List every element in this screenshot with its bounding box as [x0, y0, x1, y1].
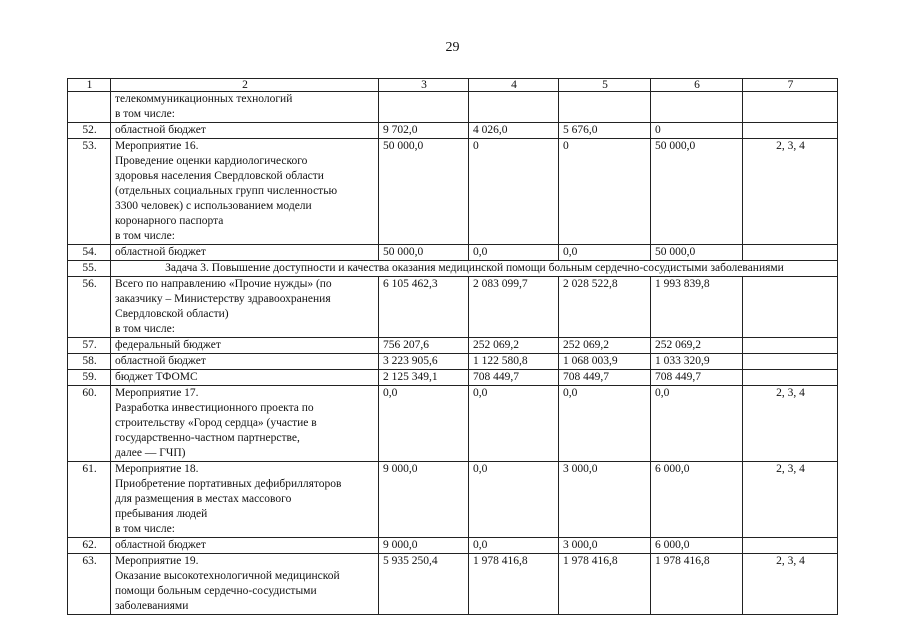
description-line: бюджет ТФОМС: [115, 371, 198, 383]
amount-cell: 5 676,0: [559, 123, 651, 139]
amount-cell: 0: [469, 139, 559, 245]
amount-cell: 50 000,0: [651, 245, 743, 261]
target-indicators-cell: 2, 3, 4: [743, 462, 838, 538]
target-indicators-cell: [743, 354, 838, 370]
amount-cell: 0,0: [469, 386, 559, 462]
table-row: [68, 462, 838, 538]
target-indicators-cell: [743, 370, 838, 386]
amount-cell: 3 000,0: [559, 462, 651, 538]
amount-cell: [559, 92, 651, 123]
description-line: Проведение оценки кардиологического: [115, 155, 308, 167]
task-row: [68, 261, 838, 277]
target-indicators-cell: [743, 338, 838, 354]
amount-cell: 1 993 839,8: [651, 277, 743, 338]
description-line: здоровья населения Свердловской области: [115, 170, 324, 182]
amount-cell: 1 122 580,8: [469, 354, 559, 370]
column-header: 6: [651, 79, 743, 92]
row-description: [111, 123, 379, 139]
target-indicators-cell: 2, 3, 4: [743, 386, 838, 462]
row-description: [111, 245, 379, 261]
amount-cell: 0,0: [469, 245, 559, 261]
amount-cell: 0: [559, 139, 651, 245]
target-indicators-cell: [743, 538, 838, 554]
row-number: 58.: [68, 354, 111, 370]
amount-cell: 50 000,0: [379, 139, 469, 245]
description-line: далее — ГЧП): [115, 447, 186, 459]
amount-cell: [379, 92, 469, 123]
description-line: коронарного паспорта: [115, 215, 224, 227]
amount-cell: 50 000,0: [651, 139, 743, 245]
row-description: [111, 354, 379, 370]
amount-cell: 252 069,2: [469, 338, 559, 354]
row-description: [111, 386, 379, 462]
amount-cell: 2 125 349,1: [379, 370, 469, 386]
amount-cell: 0,0: [651, 386, 743, 462]
description-line: областной бюджет: [115, 246, 206, 258]
task-heading: Задача 3. Повышение доступности и качества оказания медицинской помощи больным сердечно-сосудистыми заболеваниями: [111, 261, 838, 277]
amount-cell: 1 978 416,8: [469, 554, 559, 615]
description-line: в том числе:: [115, 230, 175, 242]
description-line: областной бюджет: [115, 355, 206, 367]
amount-cell: 708 449,7: [651, 370, 743, 386]
table-row: [68, 370, 838, 386]
description-line: пребывания людей: [115, 508, 208, 520]
description-line: телекоммуникационных технологий: [115, 93, 293, 105]
amount-cell: 252 069,2: [559, 338, 651, 354]
description-line: Приобретение портативных дефибрилляторов: [115, 478, 342, 490]
description-line: областной бюджет: [115, 124, 206, 136]
description-line: в том числе:: [115, 523, 175, 535]
amount-cell: 9 000,0: [379, 538, 469, 554]
description-line: заказчику – Министерству здравоохранения: [115, 293, 331, 305]
table-row: [68, 139, 838, 245]
row-number: 55.: [68, 261, 111, 277]
description-line: в том числе:: [115, 323, 175, 335]
amount-cell: 6 000,0: [651, 462, 743, 538]
amount-cell: 1 033 320,9: [651, 354, 743, 370]
column-header: 4: [469, 79, 559, 92]
amount-cell: 1 068 003,9: [559, 354, 651, 370]
amount-cell: 708 449,7: [469, 370, 559, 386]
row-number: 61.: [68, 462, 111, 538]
row-number: 60.: [68, 386, 111, 462]
amount-cell: [469, 92, 559, 123]
amount-cell: 252 069,2: [651, 338, 743, 354]
table-row: [68, 538, 838, 554]
row-description: [111, 338, 379, 354]
table-row: [68, 554, 838, 615]
row-number: 59.: [68, 370, 111, 386]
amount-cell: 708 449,7: [559, 370, 651, 386]
column-header: 7: [743, 79, 838, 92]
page-number: 29: [445, 40, 460, 55]
amount-cell: 2 083 099,7: [469, 277, 559, 338]
target-indicators-cell: 2, 3, 4: [743, 554, 838, 615]
table-row: [68, 245, 838, 261]
table-row: [68, 354, 838, 370]
description-line: Мероприятие 19.: [115, 555, 199, 567]
description-line: Оказание высокотехнологичной медицинской: [115, 570, 340, 582]
amount-cell: 756 207,6: [379, 338, 469, 354]
target-indicators-cell: [743, 277, 838, 338]
column-header: 2: [111, 79, 379, 92]
description-line: Разработка инвестиционного проекта по: [115, 402, 314, 414]
row-description: [111, 554, 379, 615]
description-line: Мероприятие 16.: [115, 140, 199, 152]
description-line: строительству «Город сердца» (участие в: [115, 417, 317, 429]
description-line: Мероприятие 18.: [115, 463, 199, 475]
row-description: [111, 92, 379, 123]
row-number: 56.: [68, 277, 111, 338]
description-line: Всего по направлению «Прочие нужды» (по: [115, 278, 332, 290]
table-row: [68, 123, 838, 139]
row-description: [111, 277, 379, 338]
row-description: [111, 538, 379, 554]
row-number: 63.: [68, 554, 111, 615]
amount-cell: [651, 92, 743, 123]
description-line: государственно-частном партнерстве,: [115, 432, 300, 444]
amount-cell: 2 028 522,8: [559, 277, 651, 338]
description-line: для размещения в местах массового: [115, 493, 292, 505]
row-number: 52.: [68, 123, 111, 139]
amount-cell: 0,0: [379, 386, 469, 462]
amount-cell: 5 935 250,4: [379, 554, 469, 615]
table-row: [68, 277, 838, 338]
amount-cell: 9 000,0: [379, 462, 469, 538]
target-indicators-cell: 2, 3, 4: [743, 139, 838, 245]
table-row: [68, 386, 838, 462]
amount-cell: 0,0: [559, 245, 651, 261]
column-header: 1: [68, 79, 111, 92]
description-line: помощи больным сердечно-сосудистыми: [115, 585, 317, 597]
amount-cell: 1 978 416,8: [559, 554, 651, 615]
amount-cell: 4 026,0: [469, 123, 559, 139]
budget-table: [67, 78, 838, 615]
description-line: федеральный бюджет: [115, 339, 221, 351]
description-line: Мероприятие 17.: [115, 387, 199, 399]
table-body: [68, 79, 838, 615]
table-row: [68, 92, 838, 123]
amount-cell: 50 000,0: [379, 245, 469, 261]
table-row: [68, 338, 838, 354]
description-line: Свердловской области): [115, 308, 229, 320]
row-description: [111, 462, 379, 538]
amount-cell: 0,0: [469, 538, 559, 554]
amount-cell: 3 223 905,6: [379, 354, 469, 370]
row-number: 53.: [68, 139, 111, 245]
amount-cell: 0,0: [559, 386, 651, 462]
column-header-row: [68, 79, 838, 92]
amount-cell: 3 000,0: [559, 538, 651, 554]
target-indicators-cell: [743, 123, 838, 139]
column-header: 3: [379, 79, 469, 92]
target-indicators-cell: [743, 92, 838, 123]
column-header: 5: [559, 79, 651, 92]
row-number: [68, 92, 111, 123]
amount-cell: 6 105 462,3: [379, 277, 469, 338]
amount-cell: 1 978 416,8: [651, 554, 743, 615]
row-number: 62.: [68, 538, 111, 554]
description-line: в том числе:: [115, 108, 175, 120]
amount-cell: 9 702,0: [379, 123, 469, 139]
row-description: [111, 370, 379, 386]
description-line: заболеваниями: [115, 600, 189, 612]
row-number: 54.: [68, 245, 111, 261]
row-number: 57.: [68, 338, 111, 354]
row-description: [111, 139, 379, 245]
amount-cell: 6 000,0: [651, 538, 743, 554]
description-line: областной бюджет: [115, 539, 206, 551]
description-line: 3300 человек) с использованием модели: [115, 200, 312, 212]
description-line: (отдельных социальных групп численностью: [115, 185, 338, 197]
amount-cell: 0,0: [469, 462, 559, 538]
amount-cell: 0: [651, 123, 743, 139]
target-indicators-cell: [743, 245, 838, 261]
